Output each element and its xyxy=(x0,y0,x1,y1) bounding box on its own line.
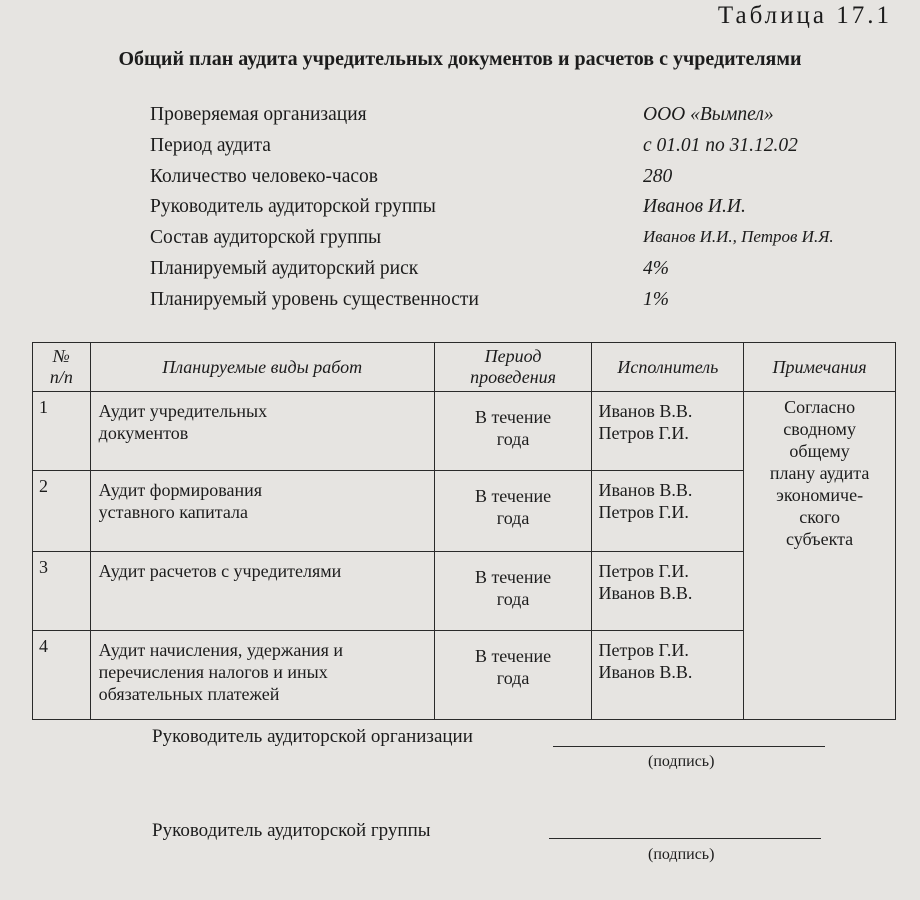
info-label: Руководитель аудиторской группы xyxy=(150,196,436,218)
row-work: Аудит начисления, удержания и перечисления налогов и иных обязательных платежей xyxy=(90,631,434,720)
row-work: Аудит расчетов с учредителями xyxy=(90,552,434,631)
header-notes: Примечания xyxy=(744,343,896,392)
table-header-row xyxy=(33,343,896,392)
info-label: Период аудита xyxy=(150,134,271,156)
info-label: Проверяемая организация xyxy=(150,104,367,125)
info-label: Количество человеко-часов xyxy=(150,165,379,187)
row-executor: Петров Г.И. Иванов В.В. xyxy=(592,552,744,631)
signature-label-group-head: Руководитель аудиторской группы xyxy=(152,820,431,841)
header-period: Период проведения xyxy=(434,343,592,392)
table-number: Таблица 17.1 xyxy=(717,2,892,29)
document-title: Общий план аудита учредительных документов и расчетов с учредителями xyxy=(118,48,802,70)
row-period: В течение года xyxy=(434,631,592,720)
row-period: В течение года xyxy=(434,392,592,471)
info-row-organization xyxy=(150,104,890,135)
info-label: Состав аудиторской группы xyxy=(150,227,382,249)
header-executor: Исполнитель xyxy=(592,343,744,392)
row-period: В течение года xyxy=(434,552,592,631)
info-value: Иванов И.И. xyxy=(643,196,746,218)
header-work: Планируемые виды работ xyxy=(90,343,434,392)
info-value: 1% xyxy=(643,288,669,310)
audit-info-block xyxy=(150,104,890,320)
info-row-team xyxy=(150,227,890,258)
signature-line xyxy=(553,746,825,747)
row-work: Аудит формирования уставного капитала xyxy=(90,471,434,552)
info-value: с 01.01 по 31.12.02 xyxy=(643,134,798,156)
row-number: 2 xyxy=(33,471,91,552)
signature-line xyxy=(549,838,821,839)
row-number: 4 xyxy=(33,631,91,720)
row-executor: Иванов В.В. Петров Г.И. xyxy=(592,392,744,471)
info-label: Планируемый уровень существенности xyxy=(150,288,479,310)
row-work: Аудит учредительных документов xyxy=(90,392,434,471)
row-executor: Иванов В.В. Петров Г.И. xyxy=(592,471,744,552)
signature-caption: (подпись) xyxy=(648,846,715,863)
row-executor: Петров Г.И. Иванов В.В. xyxy=(592,631,744,720)
info-row-period xyxy=(150,135,890,166)
row-period: В течение года xyxy=(434,471,592,552)
info-row-risk xyxy=(150,258,890,289)
audit-plan-table xyxy=(32,342,896,720)
row-number: 1 xyxy=(33,392,91,471)
info-row-team-lead xyxy=(150,196,890,227)
info-value: ООО «Вымпел» xyxy=(643,104,774,125)
info-value: 280 xyxy=(643,165,673,187)
info-label: Планируемый аудиторский риск xyxy=(150,257,419,279)
info-row-materiality xyxy=(150,289,890,320)
notes-cell: Согласно сводному общему плану аудита экономиче- ского субъекта xyxy=(744,392,896,720)
signature-label-organization-head: Руководитель аудиторской организации xyxy=(152,726,473,747)
row-number: 3 xyxy=(33,552,91,631)
info-value: Иванов И.И., Петров И.Я. xyxy=(643,227,834,247)
table-row xyxy=(33,392,896,471)
signature-caption: (подпись) xyxy=(648,753,715,770)
header-number: № п/п xyxy=(33,343,91,392)
info-value: 4% xyxy=(643,257,669,279)
info-row-man-hours xyxy=(150,166,890,197)
